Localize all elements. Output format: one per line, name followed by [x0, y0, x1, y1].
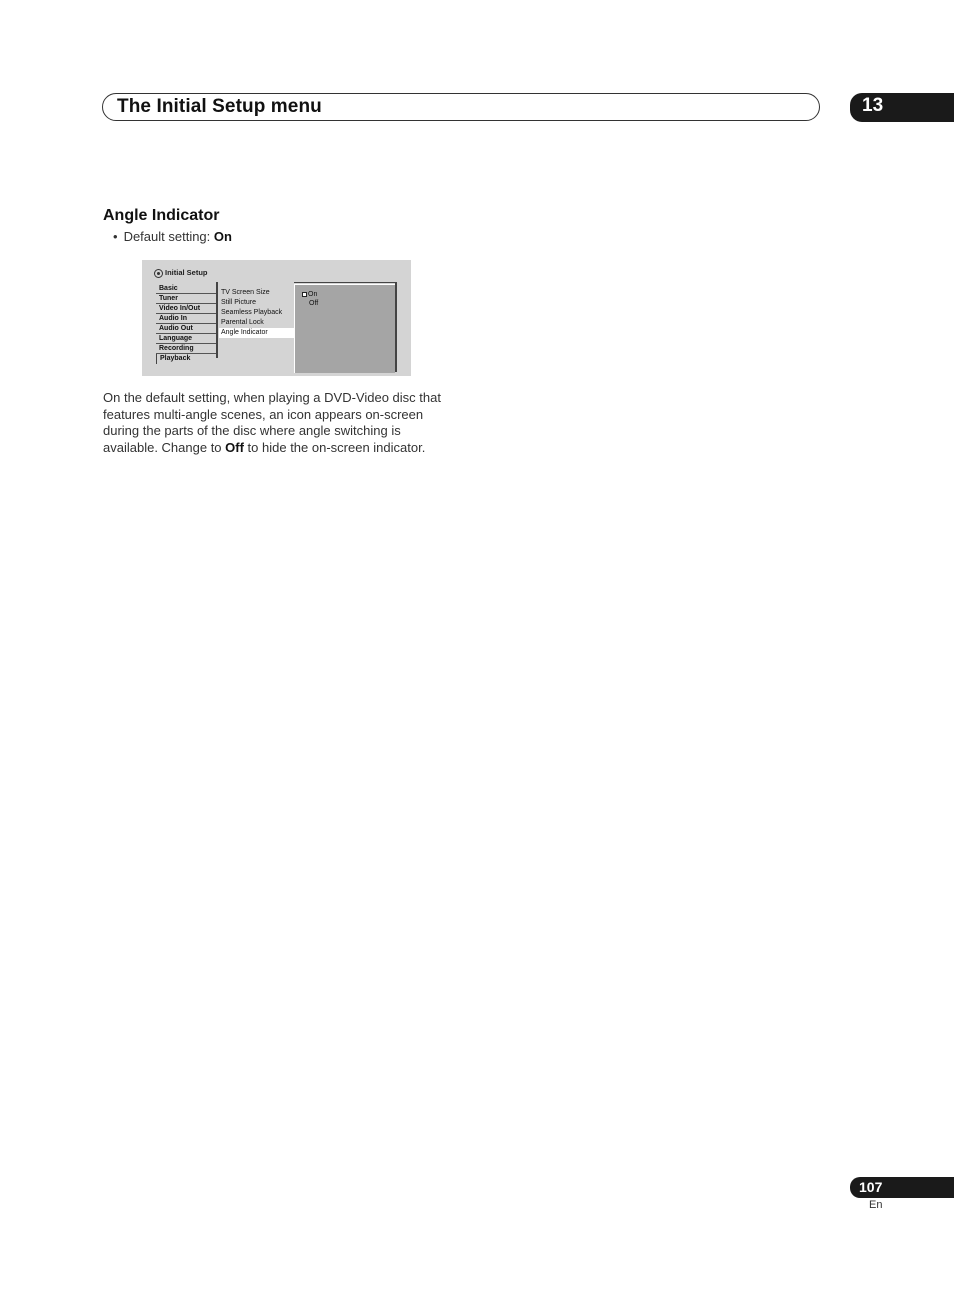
selected-marker-icon	[302, 292, 307, 297]
disc-icon	[154, 269, 163, 278]
options-panel	[294, 284, 395, 373]
category-item-playback: Playback	[156, 354, 216, 364]
setting-item-tv-screen-size: TV Screen Size	[221, 289, 270, 296]
default-value: On	[213, 229, 232, 244]
setting-item-angle-indicator: Angle Indicator	[219, 328, 295, 338]
chapter-number: 13	[862, 95, 884, 116]
panel-border-right	[395, 282, 397, 372]
setting-item-still-picture: Still Picture	[221, 299, 257, 306]
setting-item-parental-lock: Parental Lock	[221, 319, 264, 326]
off-emphasis: Off	[225, 440, 244, 456]
default-setting	[113, 229, 232, 244]
chapter-title: The Initial Setup menu	[117, 96, 322, 117]
language-code: En	[869, 1199, 883, 1211]
category-item-recording: Recording	[156, 344, 216, 354]
setting-item-seamless-playback: Seamless Playback	[221, 309, 283, 316]
category-item-tuner: Tuner	[156, 294, 216, 304]
page-number: 107	[859, 1179, 883, 1195]
body-paragraph: On the default setting, when playing a DVD-Video disc that features multi-angle scenes, an icon appears on-screen during the parts of the disc where angle switching is available. Change to Off to hide the on-screen indicator.	[103, 390, 441, 456]
category-item-language: Language	[156, 334, 216, 344]
section-title: Angle Indicator	[103, 207, 220, 224]
default-label: Default setting:	[123, 229, 211, 244]
option-off: Off	[309, 300, 319, 307]
option-on: On	[302, 291, 317, 298]
chapter-tab	[850, 93, 954, 122]
bullet: •	[113, 229, 118, 244]
category-item-basic: Basic	[156, 284, 216, 294]
screen-title: Initial Setup	[165, 268, 208, 277]
category-item-audio-out: Audio Out	[156, 324, 216, 334]
setup-screen-illustration	[142, 260, 411, 376]
category-item-video-in-out: Video In/Out	[156, 304, 216, 314]
category-item-audio-in: Audio In	[156, 314, 216, 324]
category-frame	[216, 282, 218, 358]
chapter-header	[102, 93, 820, 121]
category-list	[156, 284, 216, 372]
settings-list	[219, 288, 295, 338]
screen-header	[154, 268, 208, 278]
page-number-tab	[850, 1177, 954, 1198]
panel-border-top	[294, 282, 396, 283]
